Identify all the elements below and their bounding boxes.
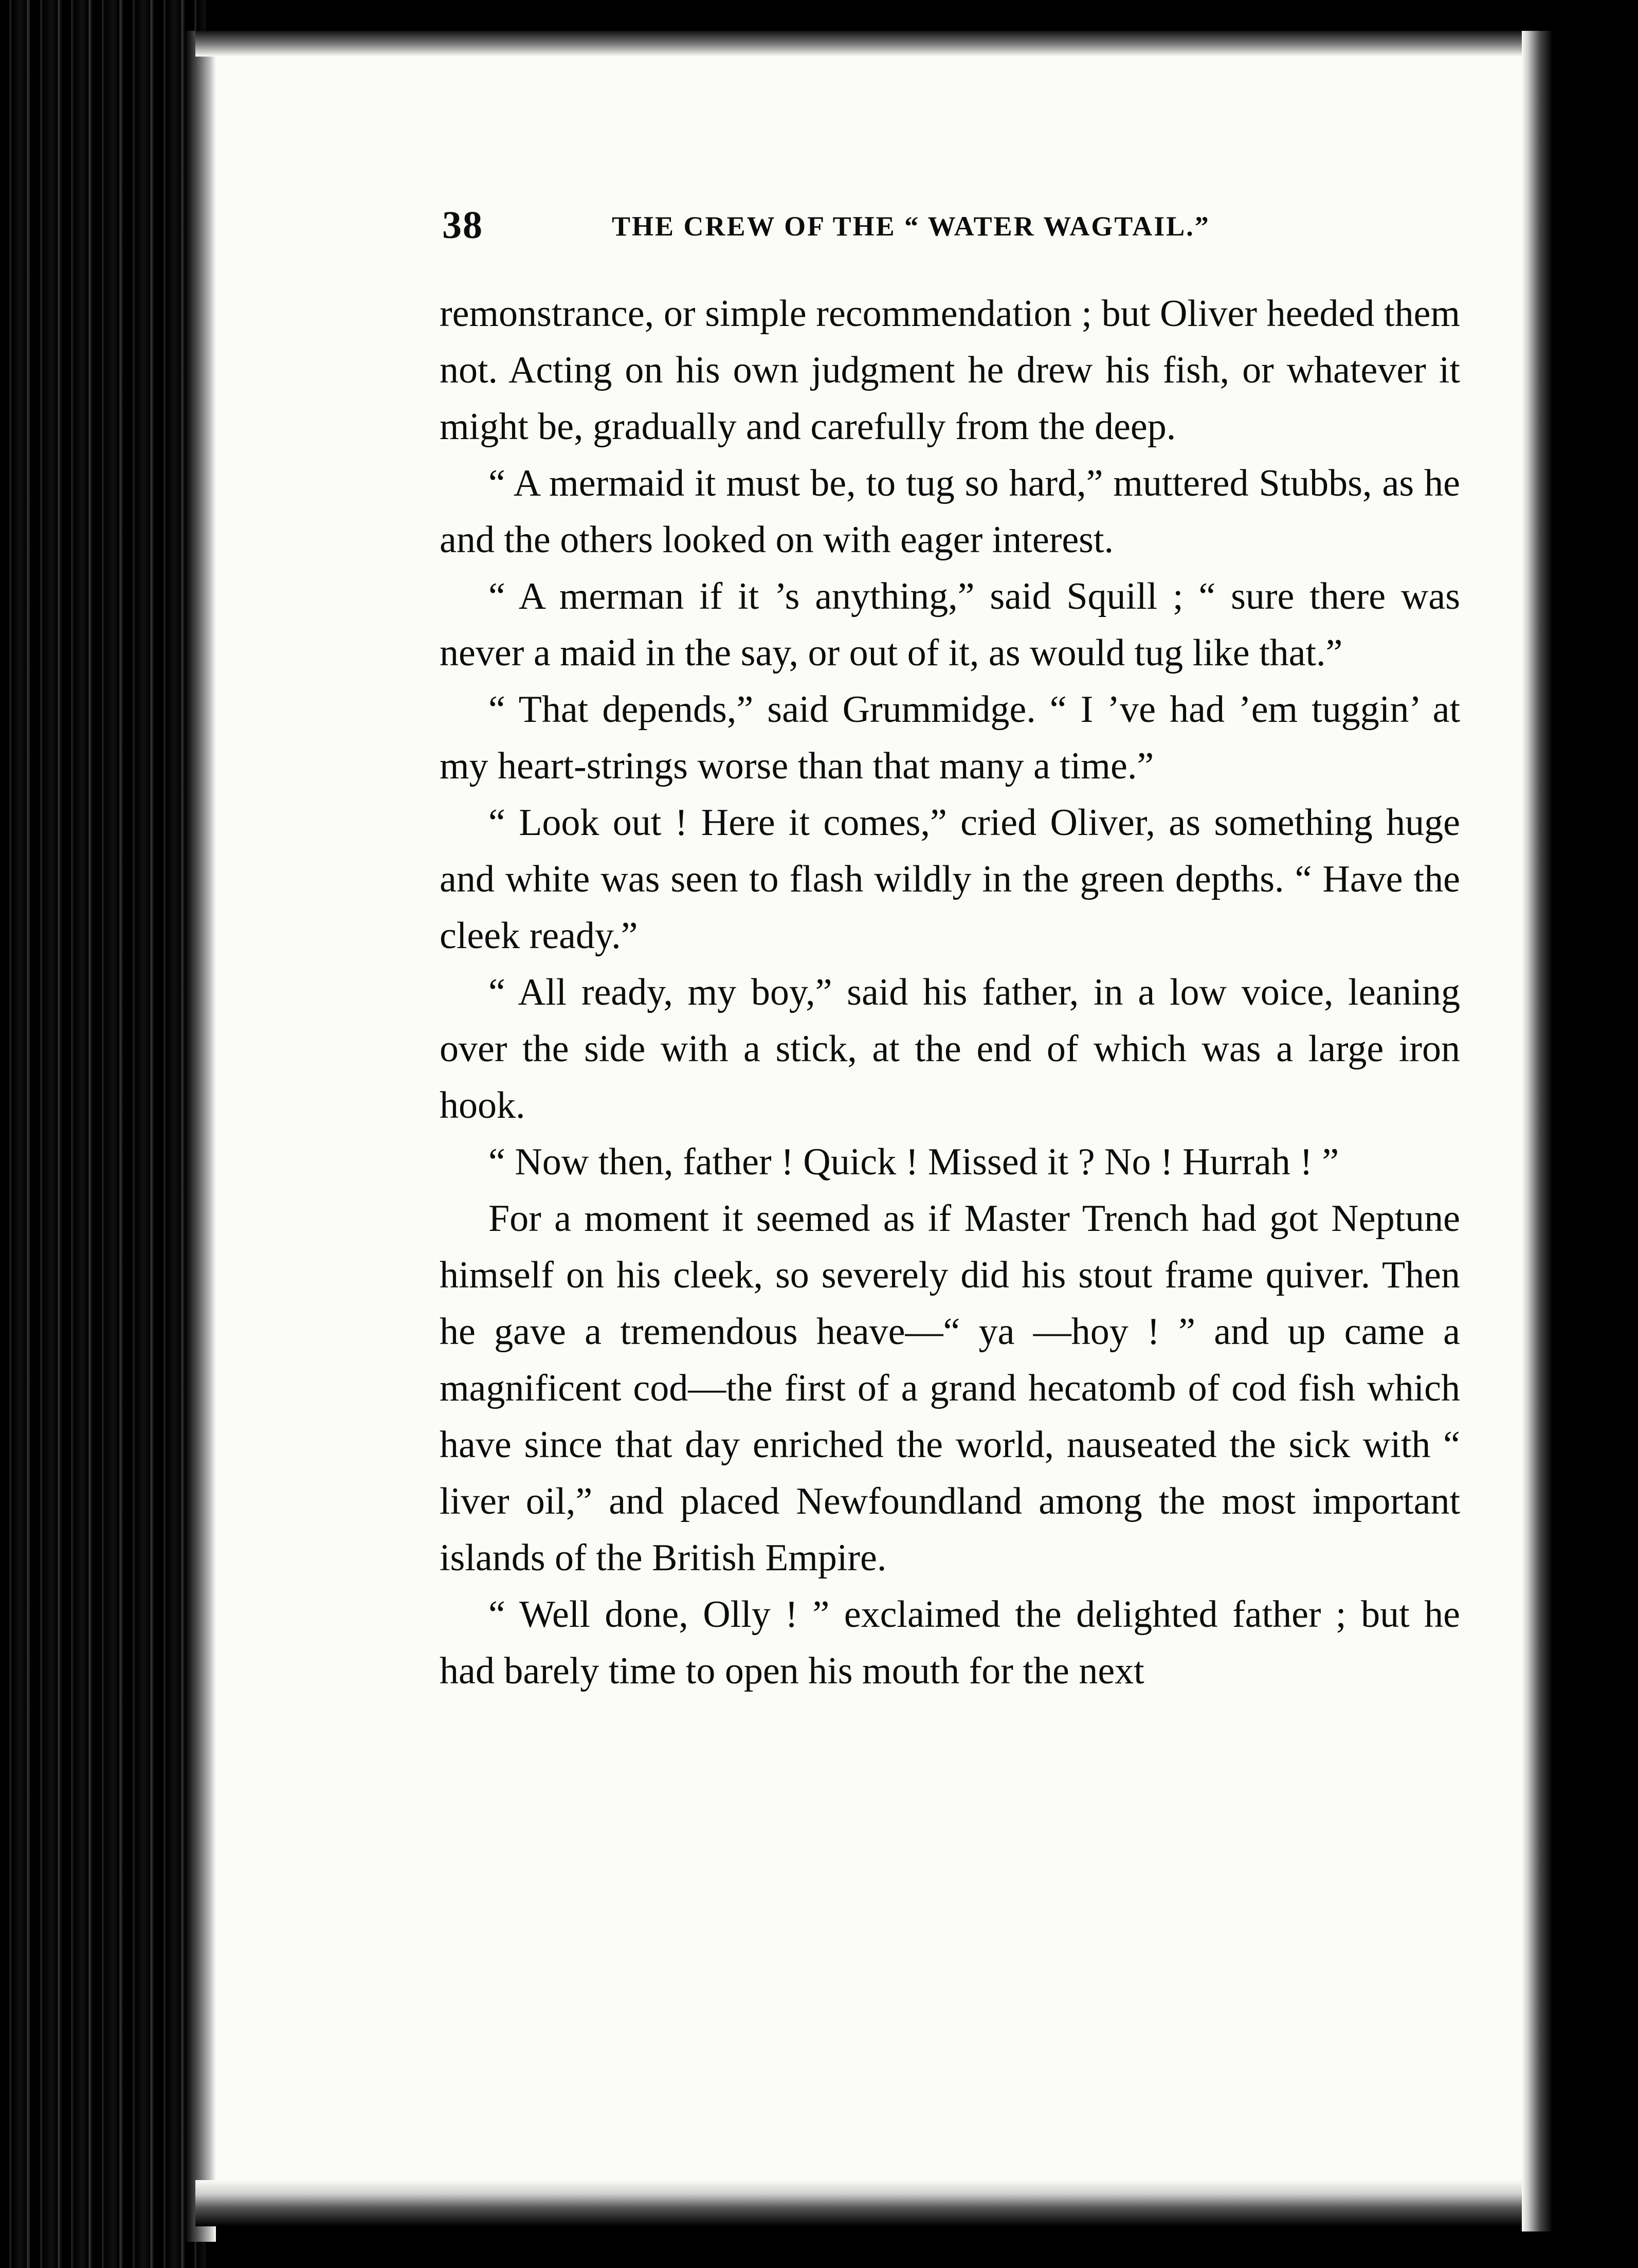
paragraph: “ A merman if it ’s anything,” said Squill ; “ sure there was never a maid in the say, or out of it, as would tug like that.” — [440, 575, 1460, 674]
paragraph: “ That depends,” said Grummidge. “ I ’ve had ’em tuggin’ at my heart-strings worse than that many a time.” — [440, 688, 1460, 787]
left-page-edge — [185, 31, 216, 2242]
running-head: THE CREW OF THE “ WATER WAGTAIL.” — [612, 211, 1210, 242]
paragraph: “ All ready, my boy,” said his father, in a low voice, leaning over the side with a stick, at the end of which was a large iron hook. — [440, 971, 1460, 1127]
top-page-edge — [195, 31, 1537, 57]
page-header — [442, 203, 1316, 255]
paragraph: For a moment it seemed as if Master Trench had got Neptune himself on his cleek, so severely did his stout frame quiver. Then he gave a tremendous heave—“ ya —hoy ! ” and up came a magnificent cod—the first of a grand hecatomb of cod fish which have since that day enriched the world, nauseated the sick with “ liver oil,” and placed Newfoundland among the most important islands of the British Empire. — [440, 1197, 1460, 1579]
paragraph: “ A mermaid it must be, to tug so hard,” muttered Stubbs, as he and the others looked on with eager interest. — [440, 462, 1460, 561]
body-text — [440, 285, 1460, 1699]
paragraph: remonstrance, or simple recommendation ; but Oliver heeded them not. Acting on his own judgment he drew his fish, or whatever it might be, gradually and carefully from the deep. — [440, 293, 1460, 448]
paragraph: “ Now then, father ! Quick ! Missed it ? No ! Hurrah ! ” — [488, 1141, 1339, 1183]
bottom-page-edge — [195, 2180, 1537, 2226]
paragraph: “ Well done, Olly ! ” exclaimed the delighted father ; but he had barely time to open his mouth for the next — [440, 1593, 1460, 1692]
paragraph: “ Look out ! Here it comes,” cried Oliver, as something huge and white was seen to flash wildly in the green depths. “ Have the cleek ready.” — [440, 802, 1460, 957]
book-spine-shadow — [0, 0, 206, 2268]
page-number: 38 — [442, 204, 483, 247]
right-page-edge — [1522, 31, 1553, 2231]
